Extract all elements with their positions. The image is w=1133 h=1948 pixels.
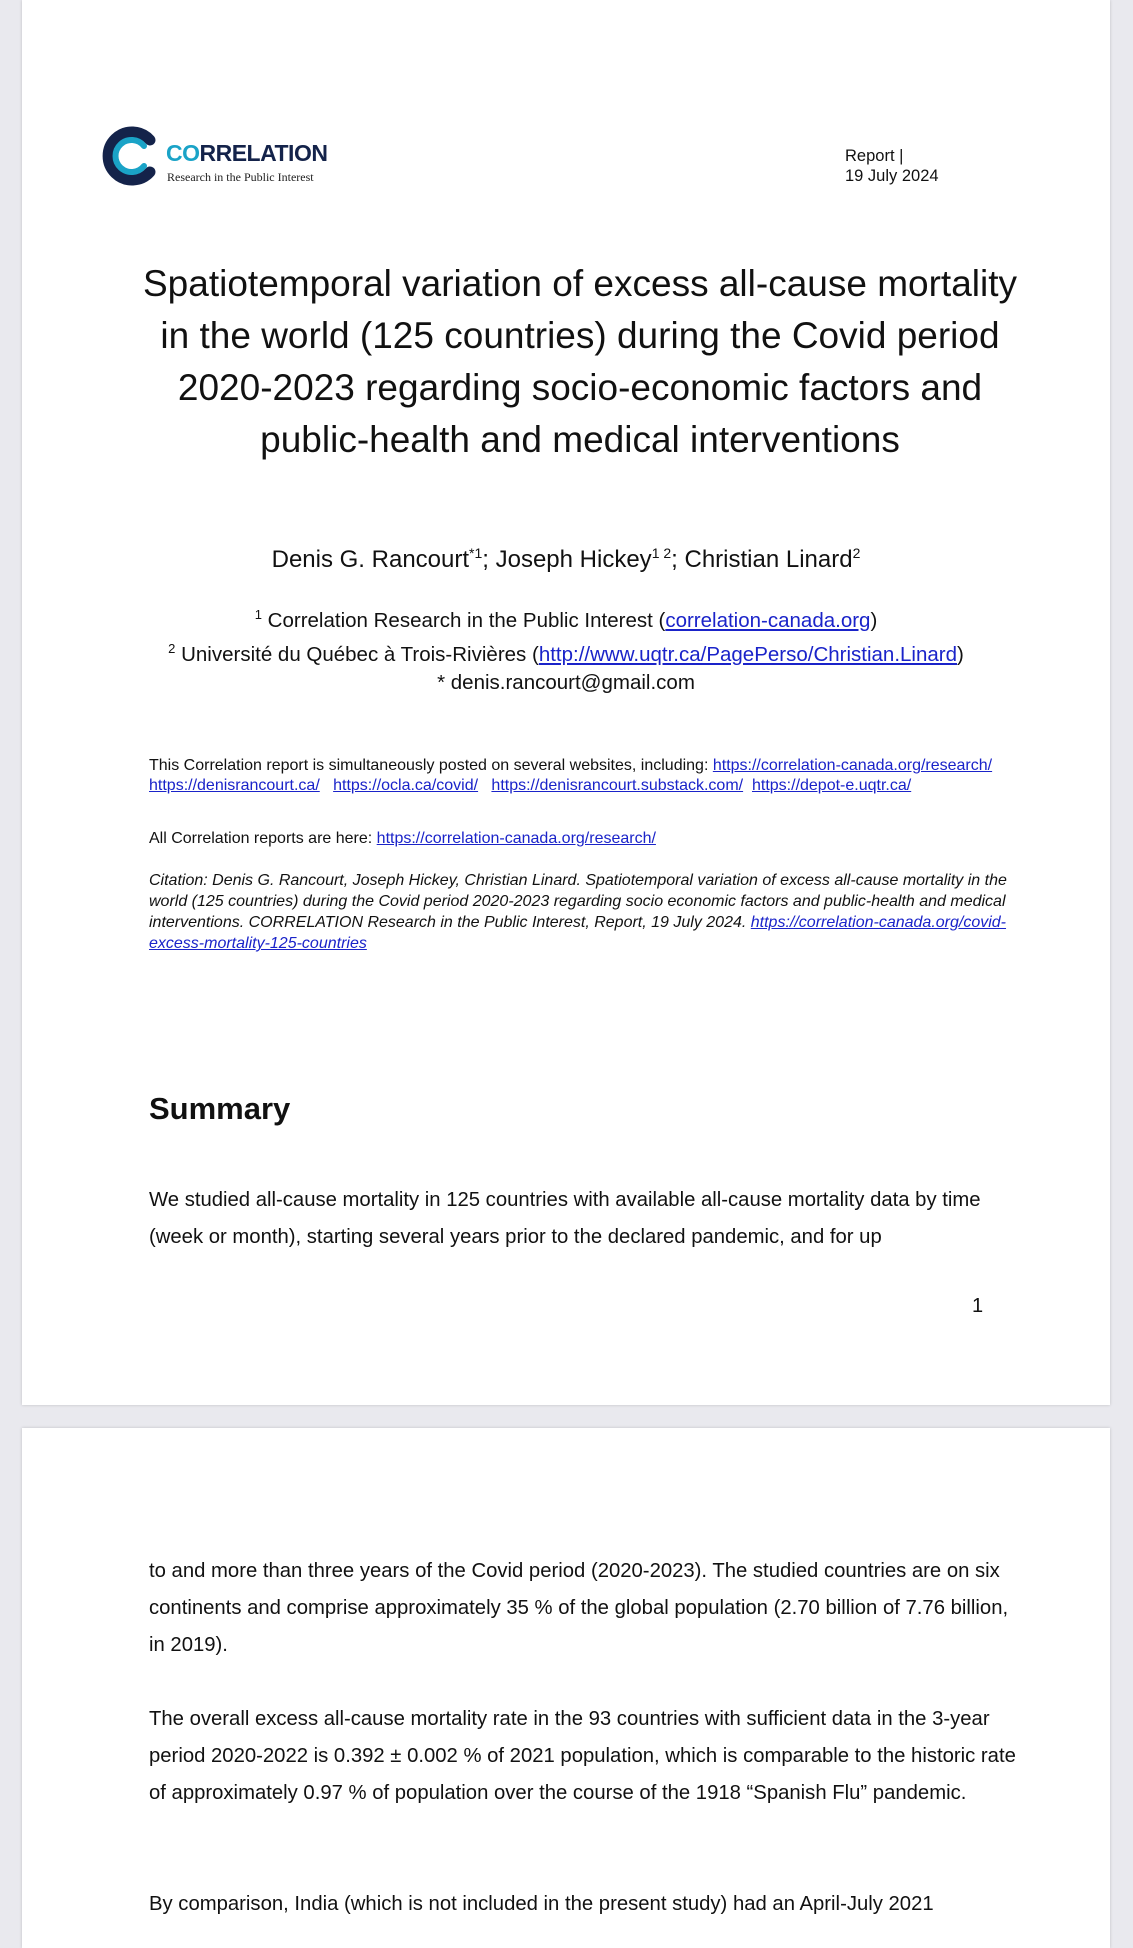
report-meta xyxy=(845,146,939,186)
body-paragraph: to and more than three years of the Covid period (2020-2023). The studied countries are on six continents and comprise approximately 35 % of the global population (2.70 billion of 7.76 billion, in 2019). xyxy=(149,1560,1009,1656)
body-paragraph: The overall excess all-cause mortality rate in the 93 countries with sufficient data in the 3-year period 2020-2022 is 0.392 ± 0.002 % of 2021 population, which is comparable to the historic rate of approximately 0.97 % of population over the course of the 1918 “Spanish Flu” pandemic. xyxy=(149,1708,1016,1804)
affiliations xyxy=(22,601,1110,697)
notice-link-research[interactable]: https://correlation-canada.org/research/ xyxy=(712,757,993,774)
summary-heading: Summary xyxy=(149,1091,291,1126)
logo-wordmark: CORRELATION xyxy=(166,140,328,166)
paper-title: Spatiotemporal variation of excess all-cause mortality in the world (125 countries) during the Covid period 2020-2023 regarding socio-economic factors and public-health and medical interventions xyxy=(143,263,1017,460)
document-page-1 xyxy=(22,0,1110,1405)
author-list: Denis G. Rancourt$^{*1}$; Joseph Hickey$^{1 2}$; Christian Linard$^2$ xyxy=(271,545,861,573)
affiliation-2: $^2$ Université du Québec à Trois-Rivières (http://www.uqtr.ca/PagePerso/Christian.Linard) xyxy=(168,640,964,666)
report-date: 19 July 2024 xyxy=(845,167,939,185)
all-reports-link[interactable]: https://correlation-canada.org/research/ xyxy=(376,830,656,847)
notice-link-substack[interactable]: https://denisrancourt.substack.com/ xyxy=(491,777,744,794)
correlation-c-icon xyxy=(100,126,160,186)
citation-link[interactable]: https://correlation-canada.org/covid-excess-mortality-125-countries xyxy=(149,914,1007,952)
author-name: Denis G. Rancourt xyxy=(271,546,470,573)
notice-link-denisrancourt[interactable]: https://denisrancourt.ca/ xyxy=(149,777,320,794)
affiliation-1: $^1$ Correlation Research in the Public Interest (correlation-canada.org) xyxy=(254,607,878,632)
correlation-site-link[interactable]: correlation-canada.org xyxy=(665,608,871,632)
author-affiliation-mark: 1 2 xyxy=(651,545,672,561)
document-page-2 xyxy=(22,1428,1110,1948)
contact-email: * denis.rancourt@gmail.com xyxy=(437,670,695,694)
correlation-logo xyxy=(100,126,380,192)
notice-link-uqtr-depot[interactable]: https://depot-e.uqtr.ca/ xyxy=(751,777,912,794)
all-reports-notice: All Correlation reports are here: https://correlation-canada.org/research/ xyxy=(149,830,656,847)
author-affiliation-mark: 2 xyxy=(852,545,861,561)
report-label: Report | xyxy=(845,147,904,165)
citation: Citation: Denis G. Rancourt, Joseph Hickey, Christian Linard. Spatiotemporal variation of excess all-cause mortality in the world (125 countries) during the Covid period 2020-2023 regarding socio economic factors and public-health and medical interventions. CORRELATION Research in the Public Interest, Report, 19 July 2024. https://correlation-canada.org/covid-excess-mortality-125-countries xyxy=(149,872,1007,952)
author-name: Joseph Hickey xyxy=(495,546,652,573)
notice-link-ocla[interactable]: https://ocla.ca/covid/ xyxy=(333,777,479,794)
uqtr-profile-link[interactable]: http://www.uqtr.ca/PagePerso/Christian.Linard xyxy=(538,642,958,666)
logo-tagline: Research in the Public Interest xyxy=(167,170,314,184)
posting-notice: This Correlation report is simultaneously posted on several websites, including: https://correlation-canada.org/research/ https://denisrancourt.ca/ https://ocla.ca/covid/ https://denisrancourt.substack.com/ https://depot-e.uqtr.ca/ xyxy=(149,757,993,794)
author-affiliation-mark: *1 xyxy=(469,545,483,561)
summary-paragraph: We studied all-cause mortality in 125 countries with available all-cause mortality data by time (week or month), starting several years prior to the declared pandemic, and for up xyxy=(149,1189,981,1248)
author-name: Christian Linard xyxy=(684,546,853,573)
body-paragraph: By comparison, India (which is not included in the present study) had an April-July 2021 xyxy=(149,1893,934,1915)
page-number: 1 xyxy=(972,1295,984,1317)
